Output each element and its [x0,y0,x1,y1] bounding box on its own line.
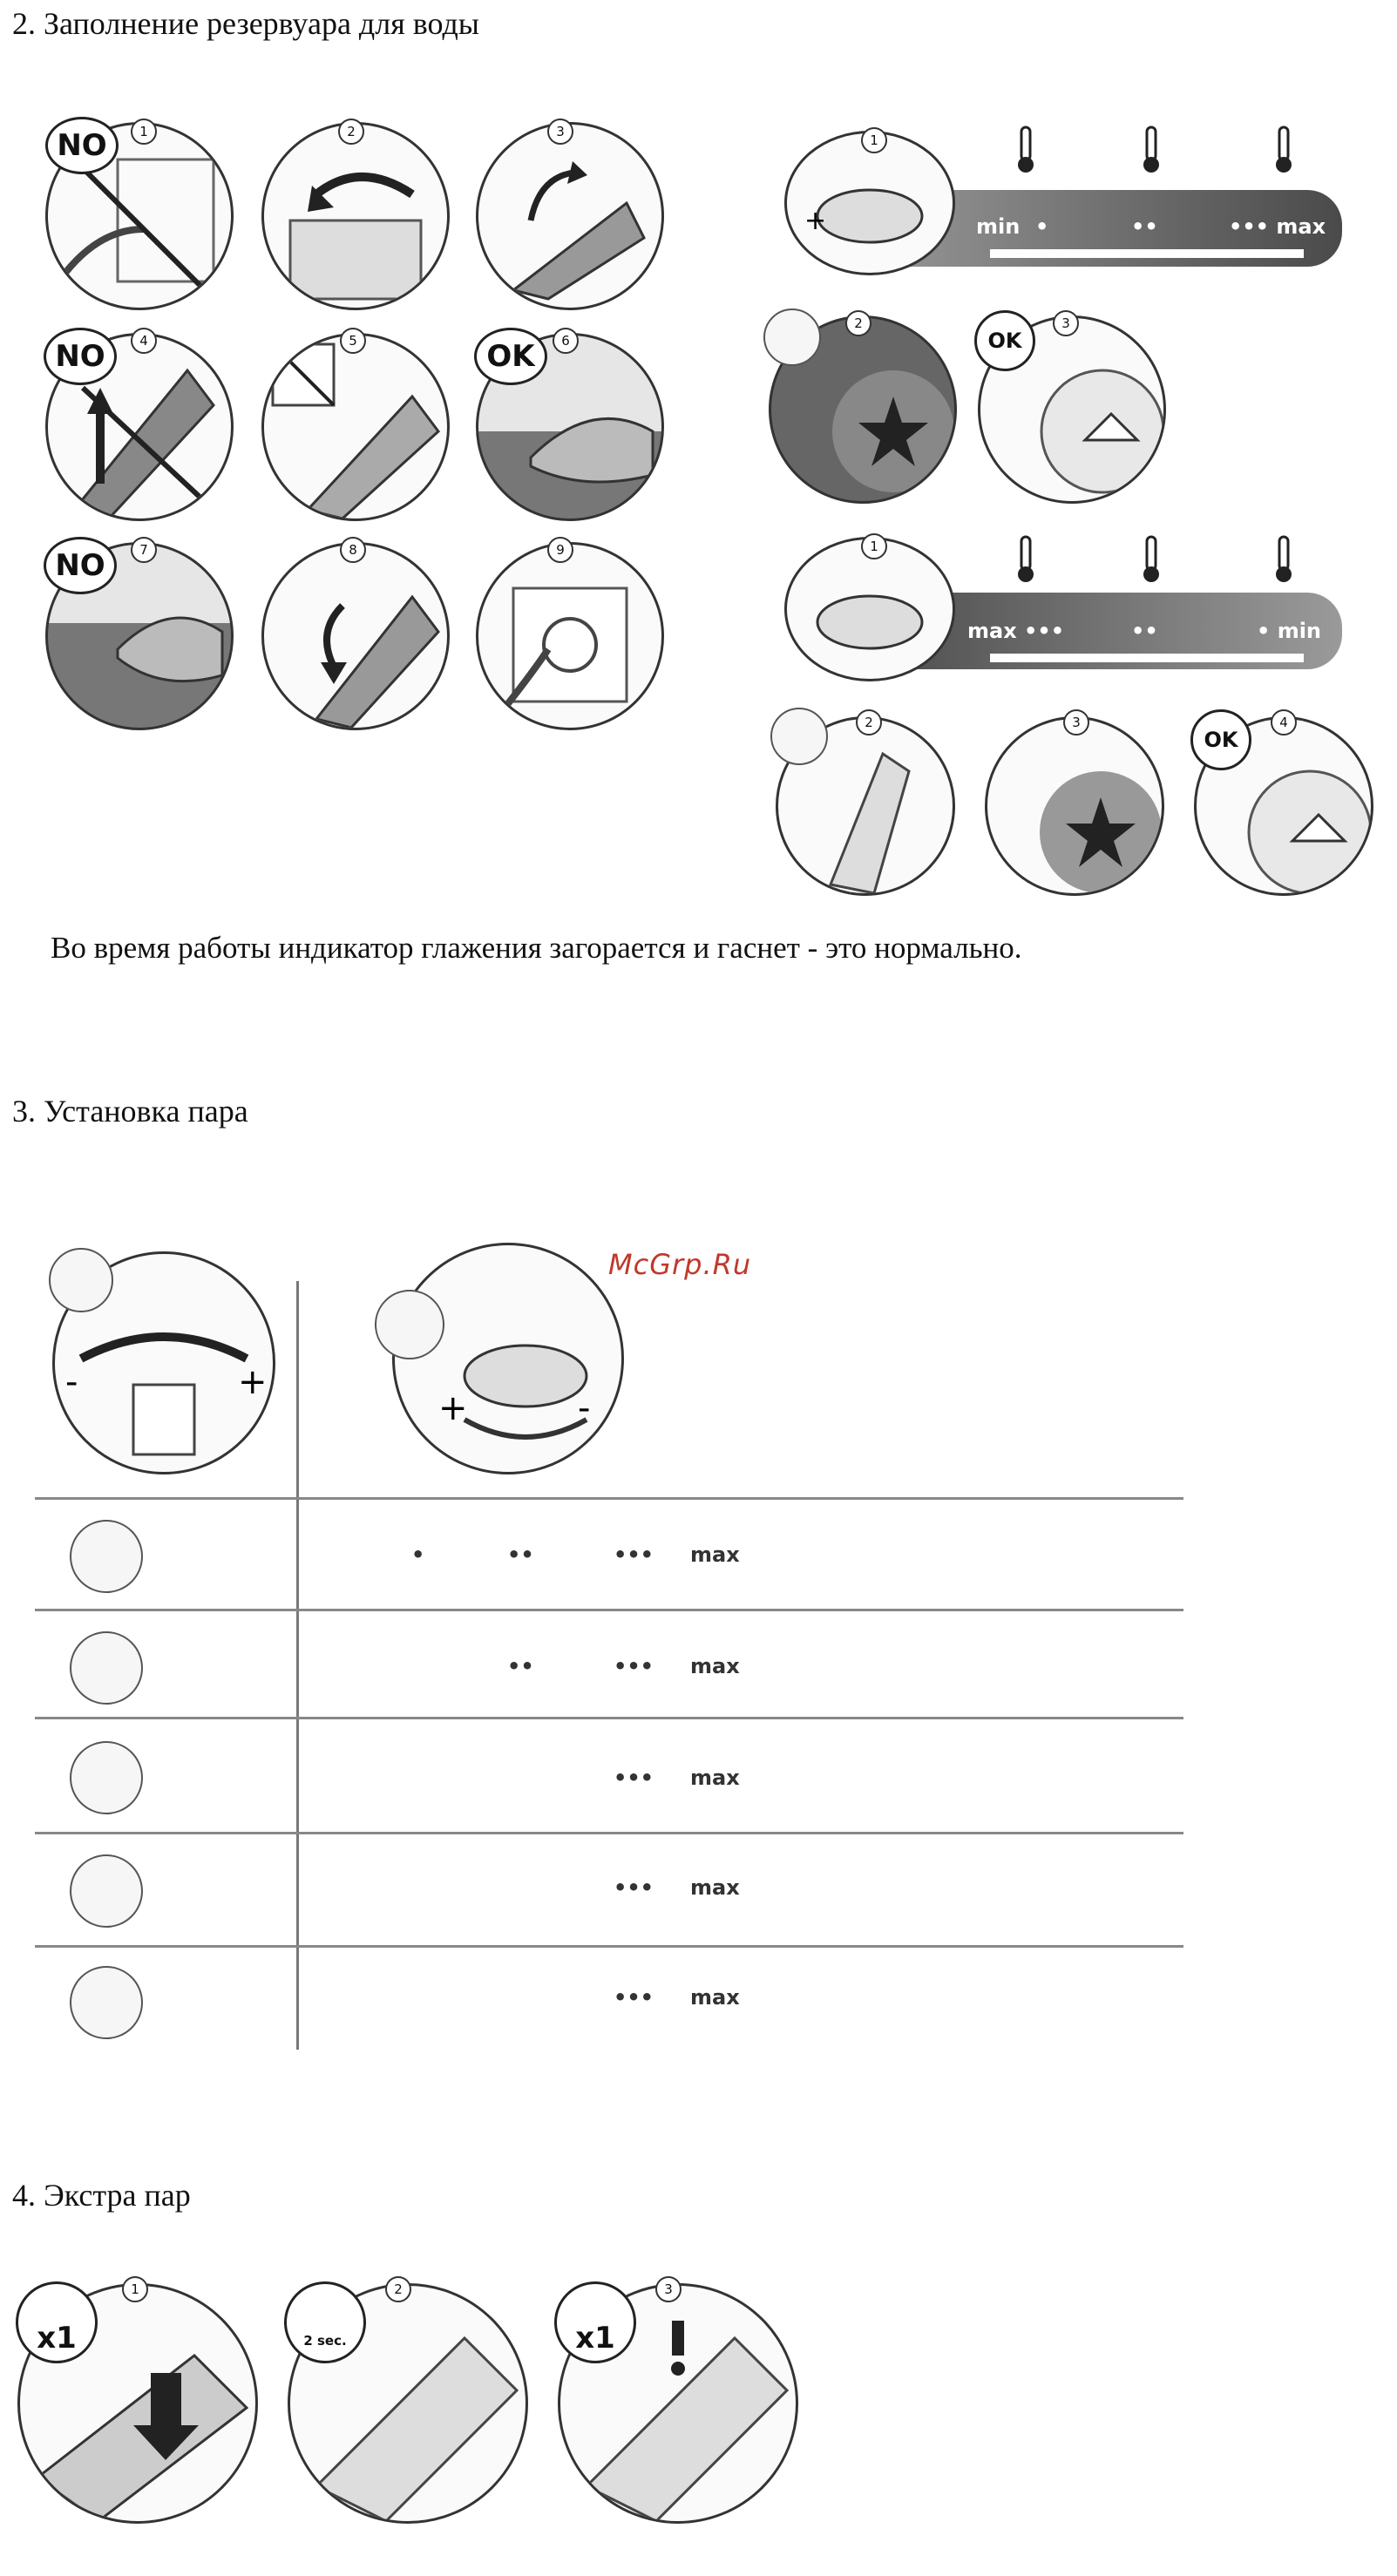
step-number: 3 [547,119,573,145]
no-badge: NO [44,328,117,385]
band-one-dot: • [1035,214,1049,239]
step-number: 4 [131,328,157,354]
band-max-label: ••• max [1229,214,1326,239]
svg-text:-: - [578,1388,591,1428]
table-cell: ••• [614,1985,654,2010]
table-cell: •• [507,1654,534,1678]
step-number: 2 [856,709,882,736]
section-3-title: 3. Установка пара [12,1094,248,1129]
band-two-dots: •• [1131,214,1158,239]
step-number: 1 [861,127,887,153]
step-8-illustration [261,542,450,730]
table-row-divider [35,1832,1183,1834]
thermometer-icon [1142,125,1161,174]
table-cell: ••• [614,1542,654,1567]
thermometer-icon [375,1290,444,1359]
table-cell: ••• [614,1875,654,1900]
step-number: 1 [131,119,157,145]
temperature-dial-illustration [392,1243,624,1474]
step-2-illustration [261,122,450,310]
step-number: 1 [861,533,887,559]
steam-high-icon [70,1854,143,1928]
ok-badge: OK [474,328,547,385]
step-number: 8 [340,537,366,563]
ok-badge: OK [974,310,1035,371]
svg-text:+: + [238,1362,268,1402]
step-number: 3 [655,2276,682,2302]
table-cell: ••• [614,1766,654,1790]
table-cell: max [690,1766,740,1790]
x1-badge: x1 [554,2281,636,2363]
thermometer-down-icon [770,708,828,765]
svg-text:+: + [438,1388,468,1428]
heating-indicator-on [985,716,1164,896]
svg-text:+: + [804,206,827,236]
thermometer-icon [1142,535,1161,584]
ok-badge: OK [1190,709,1251,770]
steam-off-icon [70,1520,143,1593]
table-cell: max [690,1654,740,1678]
step-number: 4 [1271,709,1297,736]
band-min-label: min [976,214,1021,239]
step-number: 2 [385,2276,411,2302]
no-badge: NO [44,537,117,594]
step-5-illustration [261,333,450,521]
step-number: 5 [340,328,366,354]
steam-icon [49,1248,113,1312]
table-row-divider [35,1945,1183,1948]
x1-badge: x1 [16,2281,98,2363]
section-2-title: 2. Заполнение резервуара для воды [12,6,479,41]
section-4-title: 4. Экстра пар [12,2178,191,2213]
table-cell: max [690,1875,740,1900]
steam-medium-icon [70,1741,143,1814]
steam-low-icon [70,1631,143,1705]
table-cell: max [690,1542,740,1567]
table-row-divider [35,1497,1183,1500]
steam-max-icon [70,1966,143,2039]
table-row-divider [35,1609,1183,1611]
step-number: 3 [1053,310,1079,336]
table-cell: max [690,1985,740,2010]
thermometer-icon [1274,535,1293,584]
step-9-illustration [476,542,664,730]
table-cell: ••• [614,1654,654,1678]
band-min-label: • min [1257,619,1322,643]
no-badge: NO [45,117,119,174]
svg-text:-: - [65,1362,78,1402]
watermark: McGrp.Ru [608,1248,752,1281]
step-number: 9 [547,537,573,563]
thermometer-icon [1274,125,1293,174]
step-3-illustration [476,122,664,310]
timer-badge: 2 sec. [284,2281,366,2363]
direction-arrow [990,249,1304,258]
table-row-divider [35,1717,1183,1719]
thermometer-icon [1016,125,1035,174]
step-number: 1 [122,2276,148,2302]
direction-arrow [990,654,1304,662]
step-number: 2 [338,119,364,145]
band-max-label: max ••• [967,619,1065,643]
thermometer-icon [1016,535,1035,584]
step-number: 6 [553,328,579,354]
table-cell: •• [507,1542,534,1567]
table-divider-vertical [296,1281,299,2050]
band-two-dots: •• [1131,619,1158,643]
step-number: 3 [1063,709,1089,736]
table-cell: • [411,1542,425,1567]
thermometer-up-icon [763,308,821,366]
section-2-note: Во время работы индикатор глажения загорается и гаснет - это нормально. [51,931,1022,965]
step-number: 2 [845,310,871,336]
step-number: 7 [131,537,157,563]
